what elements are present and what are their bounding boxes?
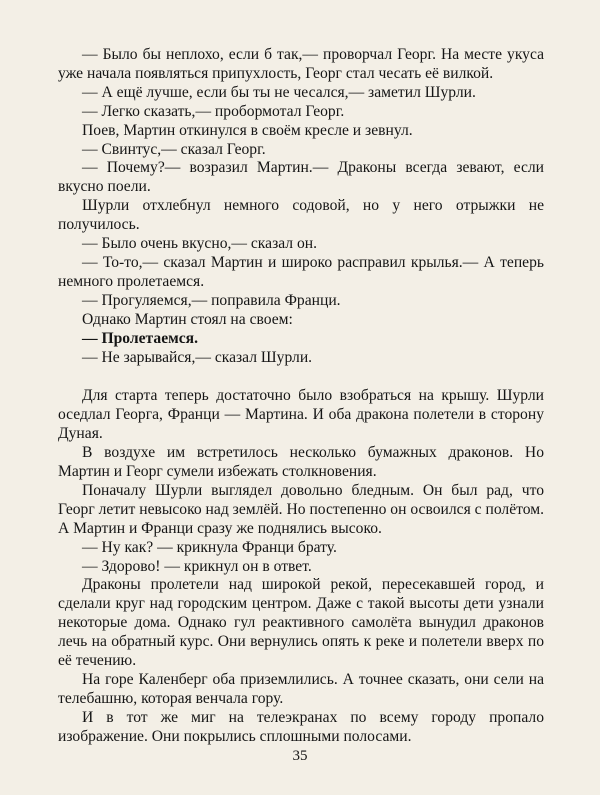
- paragraph: — Было бы неплохо, если б так,— проворчал Георг. На месте укуса уже начала появляться припухлость, Георг стал чесать её вилкой.: [58, 46, 544, 82]
- paragraph: — То-то,— сказал Мартин и широко расправил крылья.— А теперь немного пролетаемся.: [58, 253, 544, 290]
- paragraph: — Здорово! — крикнул он в ответ.: [82, 557, 312, 575]
- paragraph: — А ещё лучше, если бы ты не чесался,— заметил Шурли.: [82, 83, 476, 101]
- paragraph: Для старта теперь достаточно было взобраться на крышу. Шурли оседлал Георга, Франци — Мартина. И оба дракона полетели в сторону Дуная.: [58, 387, 544, 443]
- paragraph: — Прогуляемся,— поправила Франци.: [82, 291, 341, 309]
- paragraph: — Было очень вкусно,— сказал он.: [82, 235, 318, 253]
- paragraph: Поев, Мартин откинулся в своём кресле и зевнул.: [82, 121, 413, 139]
- paragraph: — Почему?— возразил Мартин.— Драконы всегда зевают, если вкусно поели.: [58, 159, 544, 196]
- paragraph: — Ну как? — крикнула Франци брату.: [82, 538, 337, 556]
- paragraph: Драконы пролетели над широкой рекой, пересекавшей город, и сделали круг над городским центром. Даже с такой высоты дети узнали некоторые дома. Однако гул реактивного самолёта вынудил драконов лечь на обратный курс. Они вернулись опять к реке и полетели вверх по её течению.: [58, 576, 544, 670]
- paragraph: И в тот же миг на телеэкранах по всему городу пропало изображение. Они покрылись сплошными полосами.: [58, 708, 544, 745]
- paragraph: На горе Каленберг оба приземлились. А точнее сказать, они сели на телебашню, которая венчала гору.: [58, 671, 544, 707]
- paragraph: — Свинтус,— сказал Георг.: [82, 140, 266, 158]
- paragraph-emphasis: — Пролетаемся.: [82, 329, 199, 347]
- paragraph: Однако Мартин стоял на своем:: [82, 310, 293, 328]
- paragraph: — Не зарывайся,— сказал Шурли.: [82, 348, 313, 366]
- paragraph: Поначалу Шурли выглядел довольно бледным. Он был рад, что Георг летит невысоко над землёй. Но постепенно он освоился с полётом. А Мартин и Франци сразу же поднялись высоко.: [58, 481, 544, 537]
- body-text: [58, 46, 544, 747]
- paragraph: — Легко сказать,— пробормотал Георг.: [82, 102, 345, 120]
- paragraph: В воздухе им встретилось несколько бумажных драконов. Но Мартин и Георг сумели избежать столкновения.: [58, 444, 544, 481]
- paragraph: Шурли отхлебнул немного содовой, но у него отрыжки не получилось.: [58, 197, 544, 234]
- page-number: 35: [292, 748, 308, 764]
